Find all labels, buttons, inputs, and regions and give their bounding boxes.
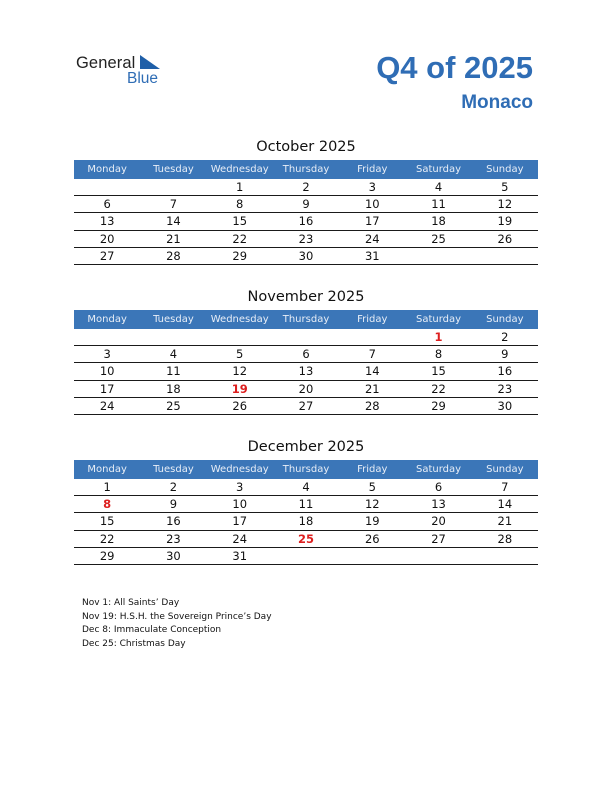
day-cell: 31	[364, 248, 380, 263]
day-cell: 27	[99, 248, 115, 263]
month-title: October 2025	[256, 139, 356, 155]
day-cell: 1	[103, 480, 111, 494]
day-cell: 3	[236, 480, 244, 494]
weekday-header: Tuesday	[153, 314, 194, 325]
day-cell: 23	[166, 531, 181, 546]
day-cell	[405, 548, 471, 564]
weekday-header: Thursday	[282, 164, 330, 175]
day-cell: 31	[232, 548, 248, 563]
day-cell: 13	[298, 364, 314, 379]
day-cell: 28	[497, 531, 513, 546]
holiday-day-cell: 8	[103, 497, 112, 512]
month-title: December 2025	[247, 439, 365, 455]
day-cell: 26	[232, 398, 248, 413]
weekday-header: Sunday	[486, 314, 524, 325]
day-cell: 27	[431, 531, 446, 546]
day-cell: 12	[497, 197, 513, 212]
logo-triangle-icon	[140, 55, 160, 69]
day-cell: 5	[236, 347, 244, 362]
day-cell: 29	[99, 548, 115, 563]
week-row	[74, 248, 538, 265]
day-cell: 4	[169, 347, 178, 362]
weekday-header: Saturday	[416, 314, 462, 325]
day-cell: 25	[166, 398, 181, 413]
day-cell: 26	[364, 531, 380, 546]
day-cell	[207, 329, 273, 345]
weekday-header: Tuesday	[153, 464, 194, 475]
day-cell: 7	[169, 197, 178, 212]
day-cell	[273, 329, 339, 345]
week-row	[74, 513, 538, 530]
day-cell: 13	[99, 214, 115, 229]
day-cell: 2	[501, 330, 509, 344]
day-cell: 8	[236, 197, 244, 212]
weekday-header: Thursday	[282, 464, 330, 475]
week-row	[74, 531, 538, 548]
day-cell: 10	[99, 364, 115, 379]
weekday-header: Monday	[87, 464, 127, 475]
week-row	[74, 329, 538, 346]
week-row	[74, 213, 538, 230]
day-cell: 21	[166, 231, 181, 246]
page-title: Q4 of 2025	[376, 50, 533, 85]
day-cell	[339, 548, 405, 564]
day-cell: 28	[364, 398, 380, 413]
day-cell: 20	[431, 514, 446, 529]
weekday-header: Wednesday	[210, 464, 269, 475]
holiday-note: Nov 1: All Saints’ Day	[82, 598, 180, 608]
week-row	[74, 381, 538, 398]
week-row	[74, 179, 538, 196]
day-cell: 17	[364, 214, 380, 229]
week-row	[74, 496, 538, 513]
day-cell: 7	[368, 347, 376, 362]
day-cell: 27	[298, 398, 314, 413]
day-cell	[405, 248, 471, 264]
logo-text-general: General	[76, 54, 136, 72]
day-cell	[472, 248, 538, 264]
day-cell: 13	[431, 497, 446, 512]
day-cell: 11	[431, 197, 446, 212]
day-cell: 18	[166, 381, 181, 396]
holiday-note: Nov 19: H.S.H. the Sovereign Prince’s Day	[82, 611, 272, 622]
day-cell: 6	[103, 197, 111, 212]
weekday-header: Saturday	[416, 464, 462, 475]
day-cell: 7	[501, 480, 509, 494]
day-cell: 12	[364, 497, 380, 512]
day-cell: 10	[232, 497, 248, 512]
day-cell	[74, 179, 140, 195]
day-cell: 11	[298, 497, 314, 512]
day-cell	[273, 548, 339, 564]
day-cell: 23	[497, 381, 513, 396]
week-row	[74, 346, 538, 363]
day-cell: 18	[298, 514, 314, 529]
day-cell: 9	[501, 347, 509, 362]
weekday-header: Friday	[357, 314, 388, 325]
weekday-header-row	[74, 460, 538, 479]
month-calendar-october	[74, 137, 538, 265]
holiday-day-cell: 1	[434, 330, 443, 344]
day-cell	[140, 329, 206, 345]
day-cell: 10	[364, 197, 380, 212]
day-cell: 20	[298, 381, 314, 396]
day-cell: 30	[298, 248, 314, 263]
day-cell: 20	[99, 231, 115, 246]
weekday-header: Thursday	[282, 314, 330, 325]
day-cell: 1	[236, 180, 244, 194]
day-cell: 15	[232, 214, 248, 229]
day-cell: 8	[434, 347, 443, 362]
day-cell: 14	[497, 497, 513, 512]
weekday-header: Tuesday	[153, 164, 194, 175]
weekday-header: Wednesday	[210, 314, 269, 325]
week-row	[74, 479, 538, 496]
day-cell: 24	[99, 398, 115, 413]
day-cell: 30	[166, 548, 181, 563]
day-cell: 12	[232, 364, 248, 379]
day-cell	[472, 548, 538, 564]
day-cell: 24	[364, 231, 380, 246]
day-cell: 14	[364, 364, 380, 379]
holiday-day-cell: 25	[297, 531, 314, 546]
day-cell: 3	[368, 180, 376, 194]
month-calendar-november	[74, 287, 538, 415]
day-cell	[339, 329, 405, 345]
day-cell: 14	[166, 214, 181, 229]
day-cell: 16	[166, 514, 181, 529]
day-cell: 18	[431, 214, 446, 229]
weekday-header: Friday	[357, 464, 388, 475]
day-cell: 29	[431, 398, 446, 413]
week-row	[74, 548, 538, 565]
day-cell: 5	[368, 480, 376, 494]
day-cell: 22	[99, 531, 115, 546]
day-cell: 15	[99, 514, 115, 529]
day-cell: 5	[501, 180, 509, 194]
day-cell: 19	[497, 214, 513, 229]
day-cell: 30	[497, 398, 513, 413]
day-cell: 16	[497, 364, 513, 379]
month-calendar-december	[74, 437, 538, 565]
day-cell: 11	[166, 364, 181, 379]
day-cell: 22	[232, 231, 248, 246]
day-cell: 26	[497, 231, 513, 246]
weekday-header-row	[74, 310, 538, 329]
holiday-note: Dec 25: Christmas Day	[82, 639, 186, 650]
day-cell: 28	[166, 248, 181, 263]
day-cell: 23	[298, 231, 314, 246]
weekday-header: Saturday	[416, 164, 462, 175]
day-cell: 3	[103, 347, 111, 362]
day-cell: 21	[364, 381, 380, 396]
day-cell: 4	[434, 180, 443, 194]
day-cell: 21	[497, 514, 513, 529]
weekday-header: Monday	[87, 314, 127, 325]
month-title: November 2025	[247, 289, 365, 305]
weekday-header: Sunday	[486, 464, 524, 475]
weekday-header: Friday	[357, 164, 388, 175]
logo-text-blue: Blue	[127, 70, 159, 87]
day-cell: 24	[232, 531, 248, 546]
weekday-header-row	[74, 160, 538, 179]
day-cell: 15	[431, 364, 446, 379]
day-cell: 25	[431, 231, 446, 246]
day-cell: 29	[232, 248, 248, 263]
weekday-header: Monday	[87, 164, 127, 175]
day-cell: 6	[434, 480, 443, 494]
generalblue-logo	[76, 52, 186, 88]
day-cell: 19	[364, 514, 380, 529]
day-cell: 9	[302, 197, 310, 212]
day-cell: 17	[99, 381, 115, 396]
day-cell: 22	[431, 381, 446, 396]
day-cell: 9	[169, 497, 178, 512]
day-cell: 17	[232, 514, 248, 529]
weekday-header: Sunday	[486, 164, 524, 175]
week-row	[74, 398, 538, 415]
holiday-notes	[82, 597, 272, 652]
week-row	[74, 196, 538, 213]
day-cell	[140, 179, 206, 195]
day-cell: 16	[298, 214, 314, 229]
weekday-header: Wednesday	[210, 164, 269, 175]
day-cell: 6	[302, 347, 310, 362]
day-cell: 2	[302, 180, 310, 194]
week-row	[74, 231, 538, 248]
day-cell: 2	[169, 480, 178, 494]
country-name: Monaco	[461, 92, 533, 113]
holiday-note: Dec 8: Immaculate Conception	[82, 625, 222, 636]
day-cell: 4	[302, 480, 310, 494]
day-cell	[74, 329, 140, 345]
holiday-day-cell: 19	[231, 381, 248, 396]
week-row	[74, 363, 538, 380]
